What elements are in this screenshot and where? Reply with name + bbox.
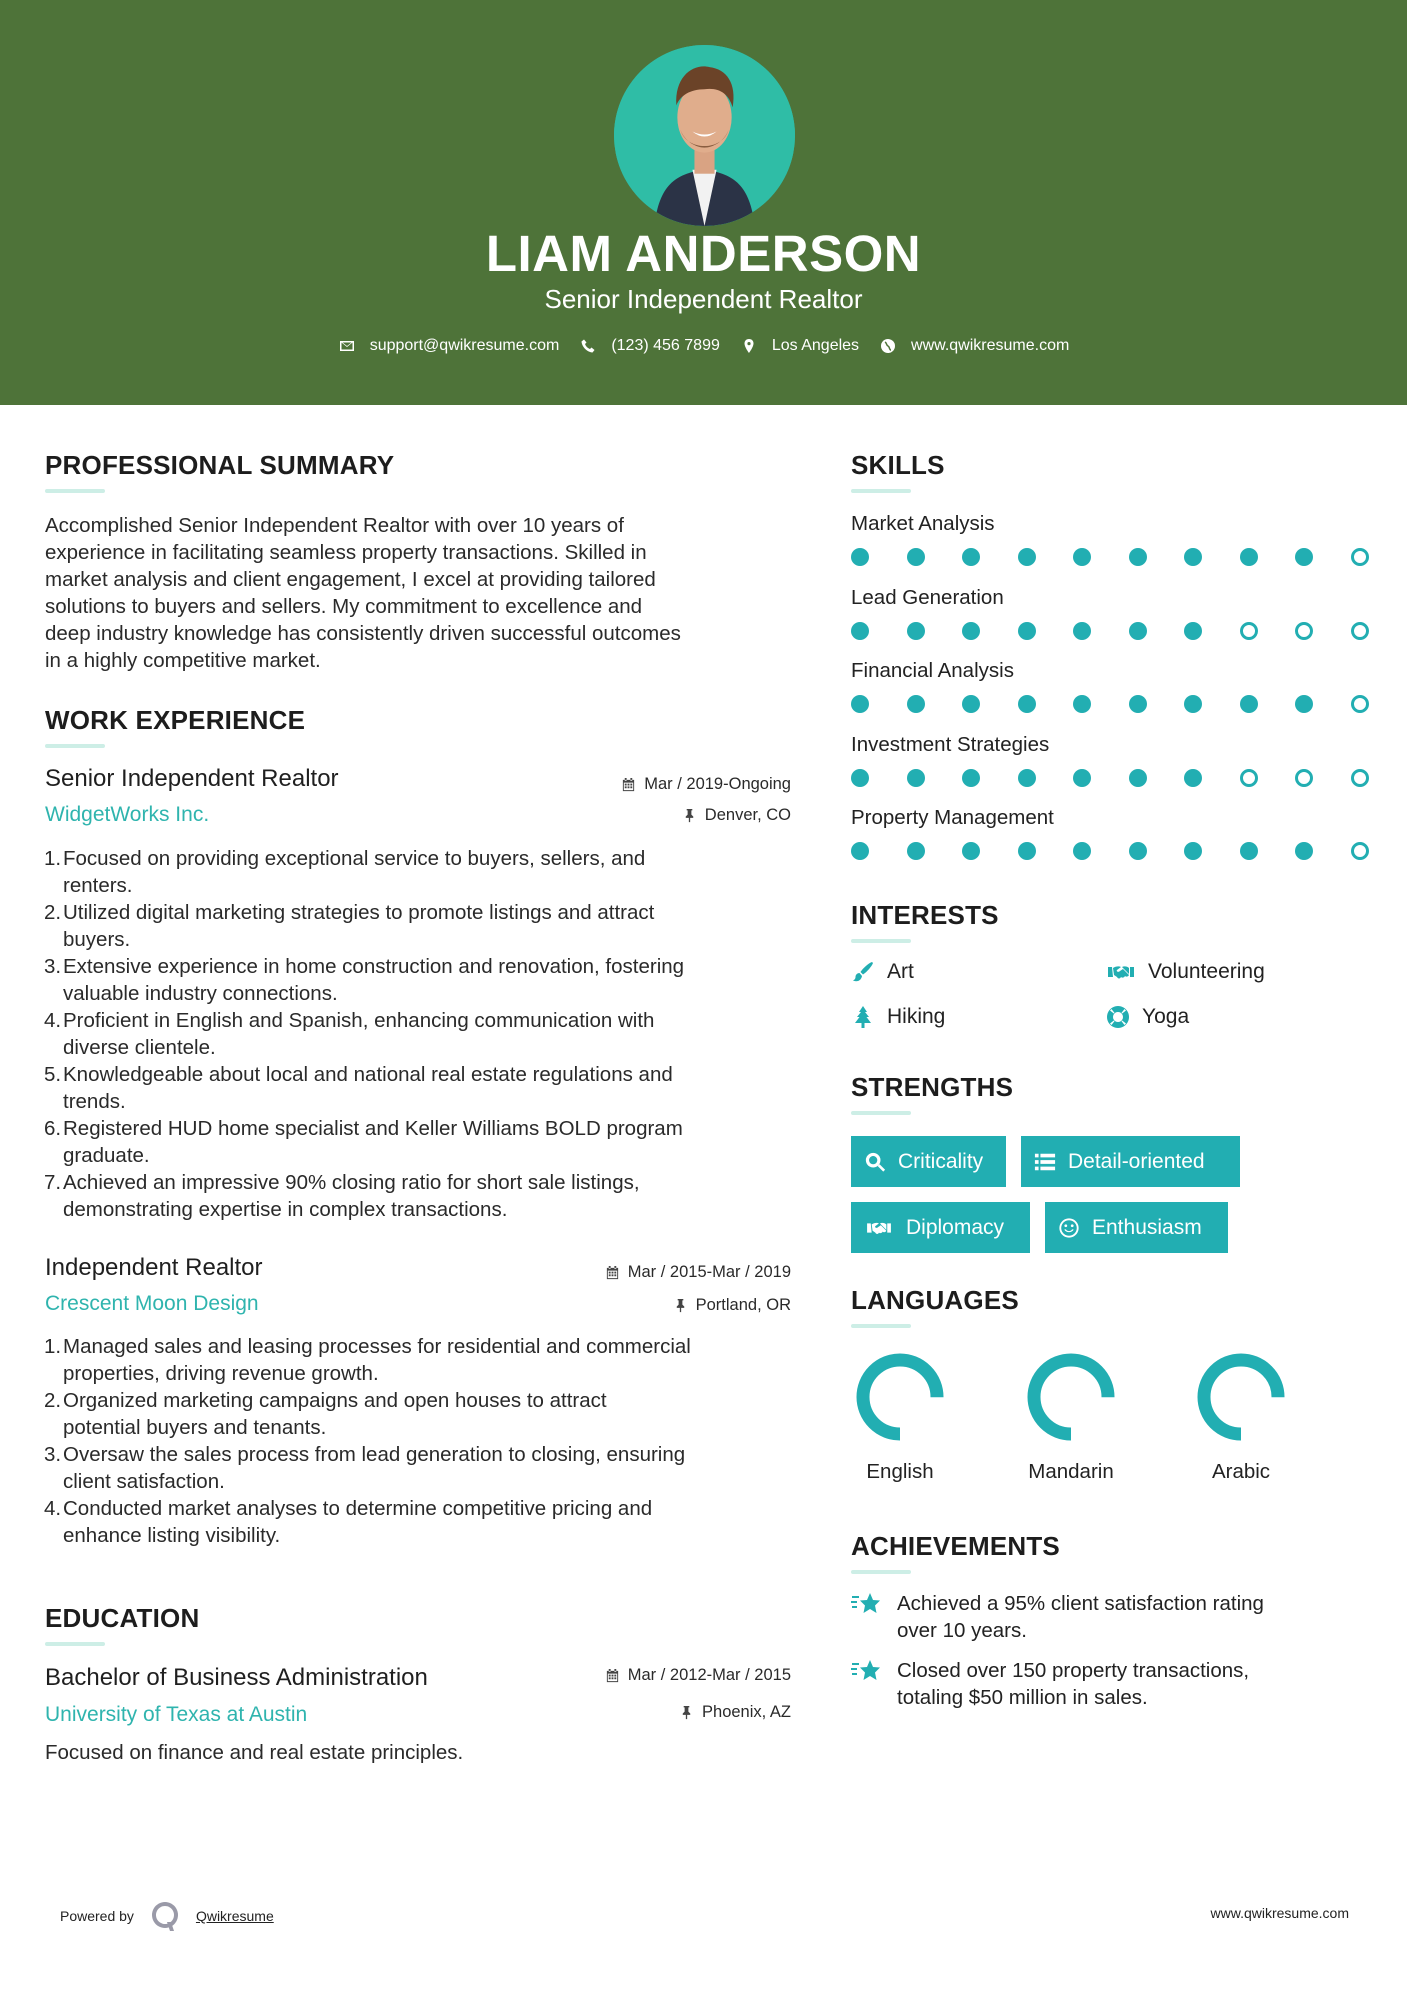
search-icon (864, 1151, 886, 1173)
envelope-icon (338, 337, 356, 355)
job-location-text: Portland, OR (695, 1296, 791, 1314)
rating-dot-empty (1240, 769, 1258, 787)
list-item: 4. Conducted market analyses to determine competitive pricing and enhance listing visibility. (44, 1497, 653, 1547)
heading-underline (851, 1324, 911, 1328)
contact-phone[interactable] (579, 337, 720, 355)
school-name: University of Texas at Austin (45, 1703, 308, 1726)
list-item: 6. Registered HUD home specialist and Keller Williams BOLD program graduate. (44, 1117, 683, 1167)
language-item (1186, 1352, 1296, 1484)
heading-underline (45, 744, 105, 748)
strength-chip-criticality: Criticality (851, 1136, 1006, 1187)
summary-heading: PROFESSIONAL SUMMARY (45, 450, 395, 480)
calendar-icon (621, 777, 636, 792)
contact-bar (0, 337, 1407, 355)
list-item: 7. Achieved an impressive 90% closing ratio for short sale listings, demonstrating expertise in complex transactions. (44, 1171, 640, 1221)
job-location (682, 806, 791, 825)
heading-underline (45, 489, 105, 493)
rating-dot-filled (1240, 695, 1258, 713)
strength-chip-diplomacy: Diplomacy (851, 1202, 1030, 1253)
skill-label: Market Analysis (851, 512, 995, 535)
handshake-icon (864, 1217, 894, 1239)
education-heading: EDUCATION (45, 1603, 200, 1633)
strength-chip-detail-oriented: Detail-oriented (1021, 1136, 1240, 1187)
footer-website[interactable]: www.qwikresume.com (1210, 1905, 1349, 1921)
rating-dot-filled (1295, 548, 1313, 566)
language-label: English (866, 1460, 934, 1483)
rating-dot-empty (1240, 622, 1258, 640)
rating-dot-filled (907, 695, 925, 713)
achievement-item: Closed over 150 property transactions, totaling $50 million in sales. (851, 1657, 1351, 1711)
rating-dot-filled (1295, 842, 1313, 860)
rating-dot-empty (1351, 842, 1369, 860)
list-item: 3. Extensive experience in home construction and renovation, fostering valuable industry connections. (44, 955, 685, 1005)
interest-yoga: Yoga (1106, 1005, 1189, 1029)
rating-dot-filled (1073, 842, 1091, 860)
rating-dot-empty (1351, 695, 1369, 713)
website-text: www.qwikresume.com (911, 337, 1070, 354)
rating-dot-empty (1351, 622, 1369, 640)
pushpin-icon (673, 1298, 688, 1313)
rating-dot-filled (907, 842, 925, 860)
rating-dot-filled (1073, 695, 1091, 713)
language-progress-ring (855, 1352, 945, 1442)
star-achievement-icon (851, 1657, 883, 1685)
handshake-icon (1106, 960, 1136, 984)
summary-line: experience in facilitating seamless property transactions. Skilled in (45, 541, 647, 564)
rating-dot-empty (1351, 548, 1369, 566)
list-item: 1. Focused on providing exceptional service to buyers, sellers, and renters. (44, 847, 646, 897)
smile-icon (1058, 1217, 1080, 1239)
qwikresume-logo-icon (150, 1900, 180, 1932)
job-dates (605, 1263, 791, 1282)
skill-label: Investment Strategies (851, 733, 1050, 756)
rating-dot-filled (962, 695, 980, 713)
rating-dot-filled (1018, 695, 1036, 713)
rating-dot-filled (962, 769, 980, 787)
rating-dot-filled (851, 769, 869, 787)
language-label: Mandarin (1028, 1460, 1114, 1483)
strengths-heading: STRENGTHS (851, 1072, 1014, 1102)
rating-dot-filled (1184, 622, 1202, 640)
job-location (673, 1296, 791, 1315)
achievements-heading: ACHIEVEMENTS (851, 1531, 1060, 1561)
language-progress-ring (1026, 1352, 1116, 1442)
rating-dot-filled (1240, 548, 1258, 566)
candidate-name: LIAM ANDERSON (485, 225, 922, 282)
rating-dot-filled (1018, 842, 1036, 860)
email-text: support@qwikresume.com (369, 337, 560, 354)
rating-dot-filled (1295, 695, 1313, 713)
heading-underline (851, 939, 911, 943)
language-item (845, 1352, 955, 1484)
calendar-icon (605, 1668, 620, 1683)
rating-dot-filled (907, 622, 925, 640)
education-description: Focused on finance and real estate principles. (45, 1741, 464, 1764)
list-icon (1034, 1151, 1056, 1173)
rating-dot-empty (1295, 769, 1313, 787)
profile-photo (614, 45, 795, 226)
rating-dot-filled (962, 548, 980, 566)
heading-underline (851, 1570, 911, 1574)
rating-dot-filled (1129, 769, 1147, 787)
rating-dot-filled (1018, 769, 1036, 787)
rating-dot-filled (962, 622, 980, 640)
skill-rating (851, 548, 1406, 566)
calendar-icon (605, 1265, 620, 1280)
heading-underline (851, 1111, 911, 1115)
phone-icon (579, 337, 597, 355)
list-item: 2. Organized marketing campaigns and open houses to attract potential buyers and tenants. (44, 1389, 607, 1439)
rating-dot-filled (851, 548, 869, 566)
interest-art: Art (851, 960, 914, 984)
pushpin-icon (679, 1705, 694, 1720)
list-item: 2. Utilized digital marketing strategies to promote listings and attract buyers. (44, 901, 655, 951)
language-progress-ring (1196, 1352, 1286, 1442)
job-title: Independent Realtor (45, 1254, 263, 1281)
rating-dot-filled (1129, 842, 1147, 860)
skill-label: Lead Generation (851, 586, 1004, 609)
tree-icon (851, 1005, 875, 1029)
summary-line: market analysis and client engagement, I excel at providing tailored (45, 568, 656, 591)
education-location-text: Phoenix, AZ (702, 1703, 791, 1721)
job-dates (621, 775, 791, 794)
summary-line: Accomplished Senior Independent Realtor with over 10 years of (45, 514, 624, 537)
rating-dot-filled (1184, 548, 1202, 566)
job-responsibilities (44, 1333, 794, 1549)
interest-volunteering: Volunteering (1106, 960, 1265, 984)
resume-header (0, 0, 1407, 405)
person-portrait-icon (614, 45, 795, 226)
interests-heading: INTERESTS (851, 900, 999, 930)
lifebuoy-icon (1106, 1005, 1130, 1029)
rating-dot-filled (962, 842, 980, 860)
heading-underline (45, 1642, 105, 1646)
job-location-text: Denver, CO (704, 806, 791, 824)
list-item: 3. Oversaw the sales process from lead generation to closing, ensuring client satisfaction. (44, 1443, 686, 1493)
skill-rating (851, 695, 1406, 713)
paintbrush-icon (851, 960, 875, 984)
achievement-item: Achieved a 95% client satisfaction rating over 10 years. (851, 1590, 1351, 1644)
skill-rating (851, 769, 1406, 787)
rating-dot-filled (1184, 842, 1202, 860)
list-item: 4. Proficient in English and Spanish, enhancing communication with diverse clientele. (44, 1009, 655, 1059)
rating-dot-filled (1184, 695, 1202, 713)
candidate-title: Senior Independent Realtor (544, 284, 863, 314)
contact-location (740, 337, 859, 355)
contact-website[interactable] (879, 337, 1069, 355)
skill-label: Property Management (851, 806, 1054, 829)
company-name: Crescent Moon Design (45, 1292, 259, 1315)
location-text: Los Angeles (771, 337, 860, 354)
list-item: 1. Managed sales and leasing processes for residential and commercial properties, driving revenue growth. (44, 1335, 691, 1385)
education-location (679, 1703, 791, 1722)
rating-dot-filled (1129, 622, 1147, 640)
job-dates-text: Mar / 2019-Ongoing (644, 775, 791, 793)
qwikresume-link[interactable]: Qwikresume (195, 1908, 274, 1924)
phone-text: (123) 456 7899 (611, 337, 720, 354)
company-name: WidgetWorks Inc. (45, 803, 210, 826)
education-dates-text: Mar / 2012-Mar / 2015 (627, 1666, 791, 1684)
skill-rating (851, 622, 1406, 640)
degree-title: Bachelor of Business Administration (45, 1664, 428, 1691)
globe-icon (879, 337, 897, 355)
summary-line: in a highly competitive market. (45, 649, 321, 672)
rating-dot-empty (1295, 622, 1313, 640)
rating-dot-filled (1018, 548, 1036, 566)
contact-email[interactable] (338, 337, 560, 355)
rating-dot-filled (907, 769, 925, 787)
skill-rating (851, 842, 1406, 860)
map-marker-icon (740, 337, 758, 355)
skill-label: Financial Analysis (851, 659, 1014, 682)
experience-heading: WORK EXPERIENCE (45, 705, 306, 735)
languages-heading: LANGUAGES (851, 1285, 1019, 1315)
rating-dot-filled (1129, 695, 1147, 713)
summary-text (45, 512, 805, 674)
job-dates-text: Mar / 2015-Mar / 2019 (627, 1263, 791, 1281)
rating-dot-filled (1018, 622, 1036, 640)
list-item: 5. Knowledgeable about local and national real estate regulations and trends. (44, 1063, 673, 1113)
star-achievement-icon (851, 1590, 883, 1618)
job-title: Senior Independent Realtor (45, 765, 339, 792)
summary-line: solutions to buyers and sellers. My commitment to excellence and (45, 595, 643, 618)
heading-underline (851, 489, 911, 493)
job-responsibilities (44, 845, 794, 1223)
rating-dot-filled (1073, 548, 1091, 566)
rating-dot-empty (1351, 769, 1369, 787)
rating-dot-filled (851, 622, 869, 640)
rating-dot-filled (851, 842, 869, 860)
rating-dot-filled (1129, 548, 1147, 566)
rating-dot-filled (851, 695, 869, 713)
pushpin-icon (682, 808, 697, 823)
interest-hiking: Hiking (851, 1005, 945, 1029)
rating-dot-filled (907, 548, 925, 566)
strength-chip-enthusiasm: Enthusiasm (1045, 1202, 1228, 1253)
footer-powered-by: Powered by Qwikresume (60, 1900, 274, 1932)
summary-line: deep industry knowledge has consistently driven successful outcomes (45, 622, 681, 645)
rating-dot-filled (1184, 769, 1202, 787)
rating-dot-filled (1240, 842, 1258, 860)
rating-dot-filled (1073, 622, 1091, 640)
rating-dot-filled (1073, 769, 1091, 787)
language-item (1016, 1352, 1126, 1484)
education-dates (605, 1666, 791, 1685)
skills-heading: SKILLS (851, 450, 945, 480)
language-label: Arabic (1211, 1460, 1271, 1483)
